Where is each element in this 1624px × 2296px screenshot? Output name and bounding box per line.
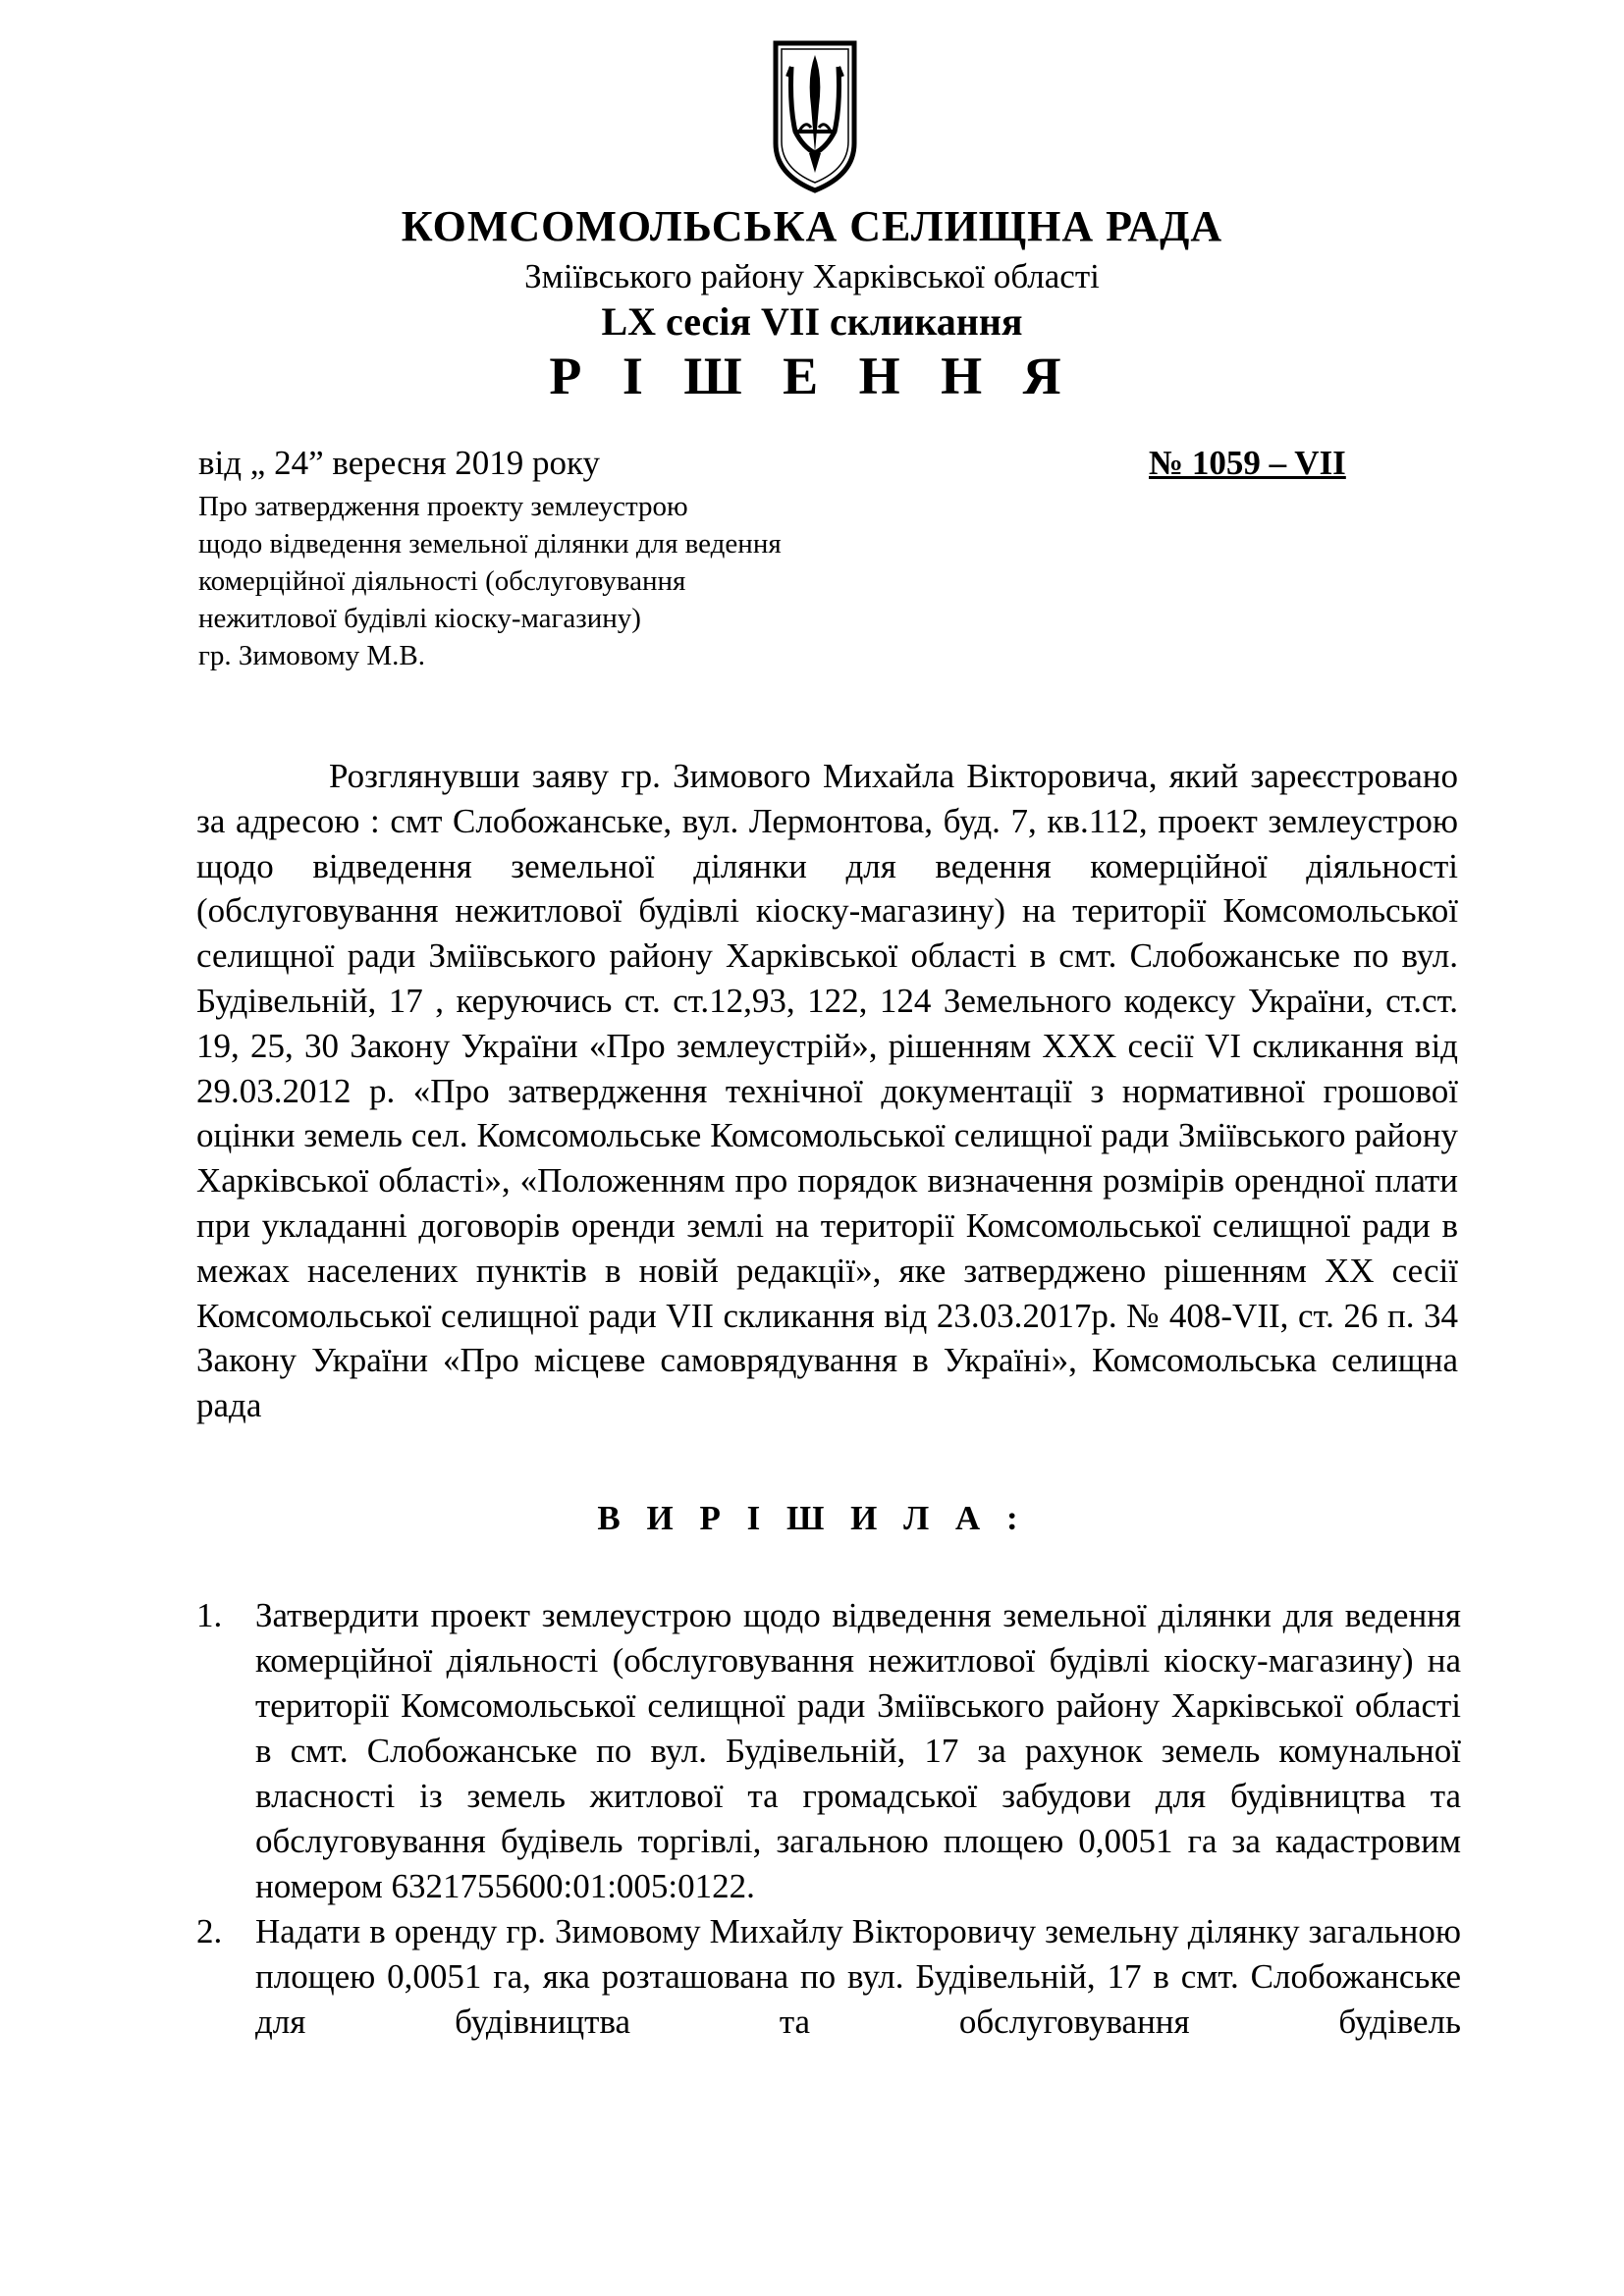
item-number: 1. — [196, 1596, 223, 1634]
resolution-items — [196, 1593, 1461, 2045]
decision-number: № 1059 – VII — [1149, 444, 1346, 482]
decision-subject — [198, 488, 984, 674]
subject-line: Про затвердження проекту землеустрою — [198, 491, 688, 522]
decided-heading: В И Р І Ш И Л А : — [597, 1499, 1027, 1537]
document-type-title: Р І Ш Е Н Н Я — [549, 347, 1075, 405]
item-number: 2. — [196, 1912, 223, 1950]
item-text: Надати в оренду гр. Зимовому Михайлу Вікторовичу земельну ділянку загальною площею 0,0051 га, яка розташована по вул. Будівельній, 17 в смт. Слобожанське для будівництва та обслуговування будівель — [255, 1912, 1461, 2041]
council-name: КОМСОМОЛЬСЬКА СЕЛИЩНА РАДА — [401, 202, 1223, 250]
item-text: Затвердити проект землеустрою щодо відведення земельної ділянки для ведення комерційної діяльності (обслуговування нежитлової будівлі кіоску-магазину) на території Комсомольської селищної ради Зміївського району Харківської області в смт. Слобожанське по вул. Будівельній, 17 за рахунок земель комунальної власності із земель житлової та громадської забудови для будівництва та обслуговування будівель торгівлі, загальною площею 0,0051 га за кадастровим номером 6321755600:01:005:0122. — [255, 1596, 1461, 1905]
preamble-paragraph: Розглянувши заяву гр. Зимового Михайла Вікторовича, який зареєстровано за адресою : смт Слобожанське, вул. Лермонтова, буд. 7, кв.112, проект землеустрою щодо відведення земельної ділянки для ведення комерційної діяльності (обслуговування нежитлової будівлі кіоску-магазину) на території Комсомольської селищної ради Зміївського району Харківської області в смт. Слобожанське по вул. Будівельній, 17 , керуючись ст. ст.12,93, 122, 124 Земельного кодексу України, ст.ст. 19, 25, 30 Закону України «Про землеустрій», рішенням XXX сесії VI скликання від 29.03.2012 р. «Про затвердження технічної документації з нормативної грошової оцінки земель сел. Комсомольське Комсомольської селищної ради Зміївського району Харківської області», «Положенням про порядок визначення розмірів орендної плати при укладанні договорів оренди землі на території Комсомольської селищної ради в межах населених пунктів в новій редакції», яке затверджено рішенням XX сесії Комсомольської селищної ради VII скликання від 23.03.2017р. № 408-VII, ст. 26 п. 34 Закону України «Про місцеве самоврядування в Україні», Комсомольська селищна рада — [196, 757, 1458, 1425]
district-region: Зміївського району Харківської області — [524, 257, 1100, 295]
decision-date: від „ 24” вересня 2019 року — [198, 444, 601, 482]
session-info: LX сесія VII скликання — [601, 299, 1023, 344]
subject-line: комерційної діяльності (обслуговування — [198, 565, 686, 597]
list-item — [196, 1593, 1461, 1909]
subject-line: нежитлової будівлі кіоску-магазину) — [198, 603, 641, 634]
list-item — [196, 1909, 1461, 2045]
subject-line: щодо відведення земельної ділянки для ведення — [198, 528, 782, 560]
trident-coat-of-arms-icon — [770, 37, 860, 194]
subject-line: гр. Зимовому М.В. — [198, 640, 425, 671]
